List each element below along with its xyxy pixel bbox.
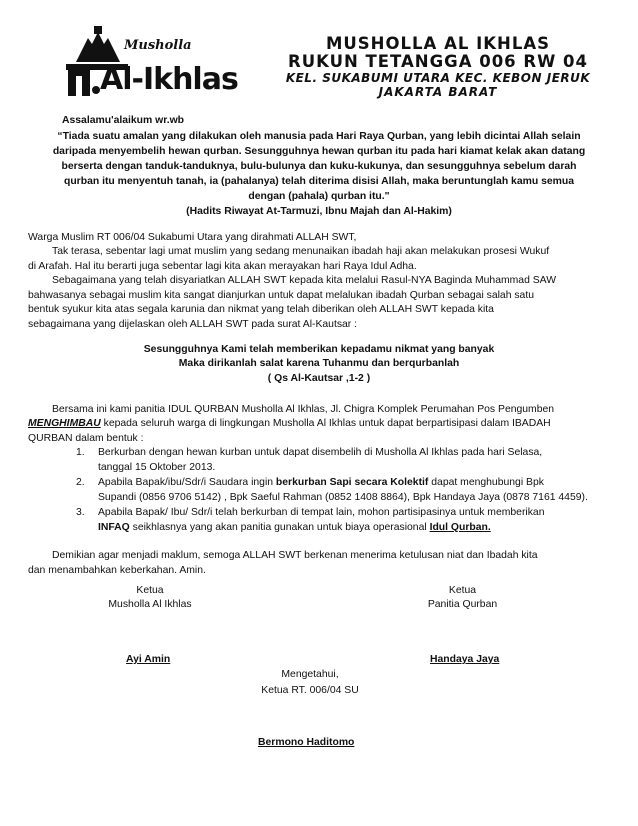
- center-signatory-org: Ketua RT. 006/04 SU: [261, 685, 359, 696]
- list-item: Apabila Bapak/ibu/Sdr/i Saudara ingin berkurban Sapi secara Kolektif dapat menghubungi Bpk: [98, 477, 544, 488]
- right-signatory-name: Handaya Jaya: [430, 654, 500, 665]
- para2-line: bahwasanya sebagai muslim kita sangat dianjurkan untuk dapat melalukan ibadah Qurban sebagai salah satu: [28, 290, 535, 301]
- para1-line: Tak terasa, sebentar lagi umat muslim yang sedang menunaikan ibadah haji akan melakukan prosesi Wukuf: [52, 246, 550, 257]
- logo-text-large: Al-Ikhlas: [100, 62, 238, 97]
- list-number: 2.: [76, 477, 85, 488]
- greeting: Warga Muslim RT 006/04 Sukabumi Utara yang dirahmati ALLAH SWT,: [28, 232, 357, 243]
- para2-line: sebagaimana yang dijelaskan oleh ALLAH SWT pada surat Al-Kautsar :: [28, 319, 358, 330]
- para3-line: Bersama ini kami panitia IDUL QURBAN Musholla Al Ikhlas, Jl. Chigra Komplek Perumahan Pos Pengumben: [52, 404, 555, 415]
- salam: Assalamu'alaikum wr.wb: [62, 115, 185, 126]
- quran-reference: ( Qs Al-Kautsar ,1-2 ): [267, 373, 371, 384]
- closing-line: Demikian agar menjadi maklum, semoga ALLAH SWT berkenan menerima ketulusan niat dan Ibadah kita: [52, 550, 538, 561]
- list-number: 1.: [76, 447, 85, 458]
- letterhead-line2: RUKUN TETANGGA 006 RW 04: [287, 52, 589, 71]
- list-item: Supandi (0856 9706 5142) , Bpk Saeful Rahman (0852 1408 8864), Bpk Handaya Jaya (0878 7161 4459).: [98, 492, 588, 503]
- center-signatory-title: Mengetahui,: [281, 669, 339, 680]
- para2-line: bentuk syukur kita atas segala karunia dan nikmat yang telah diberikan oleh ALLAH SWT kepada kita: [28, 304, 494, 315]
- hadith-source: (Hadits Riwayat At-Tarmuzi, Ibnu Majah dan Al-Hakim): [186, 206, 452, 217]
- list-item: INFAQ seikhlasnya yang akan panitia gunakan untuk biaya operasional Idul Qurban.: [98, 522, 491, 533]
- left-signatory-title: Ketua: [136, 585, 164, 596]
- quran-verse: Maka dirikanlah salat karena Tuhanmu dan berqurbanlah: [178, 358, 460, 369]
- mosque-logo: [58, 24, 238, 100]
- hadith-line: berserta dengan tanduk-tanduknya, bulu-bulunya dan kuku-kukunya, dan sesungguhnya sebelum darah: [61, 161, 577, 172]
- hadith-line: qurban itu menyentuh tanah, ia (pahalanya) telah diterima disisi Allah, maka beruntunglah kamu semua: [63, 176, 575, 187]
- list-item: Apabila Bapak/ Ibu/ Sdr/i telah berkurban di tempat lain, mohon partisipasinya untuk memberikan: [98, 507, 545, 518]
- list-item: Berkurban dengan hewan kurban untuk dapat disembelih di Musholla Al Ikhlas pada hari Selasa,: [98, 447, 543, 458]
- center-signatory-name: Bermono Haditomo: [258, 737, 355, 748]
- hadith-line: dengan (pahala) qurban itu.": [248, 191, 390, 202]
- appeal-emphasis: MENGHIMBAU: [28, 418, 101, 429]
- list-item: tanggal 15 Oktober 2013.: [98, 462, 216, 473]
- right-signatory-org: Panitia Qurban: [427, 599, 498, 610]
- letterhead-line4: JAKARTA BARAT: [378, 85, 498, 99]
- left-signatory-name: Ayi Amin: [126, 654, 171, 665]
- logo-text-small: Musholla: [124, 38, 192, 53]
- right-signatory-title: Ketua: [448, 585, 477, 596]
- left-signatory-org: Musholla Al Ikhlas: [108, 599, 192, 610]
- closing-line: dan menambahkan keberkahan. Amin.: [28, 565, 206, 576]
- para3-line: MENGHIMBAU kepada seluruh warga di lingkungan Musholla Al Ikhlas untuk dapat berpartisipasi dalam IBADAH: [28, 418, 551, 429]
- para1-line: di Arafah. Hal itu berarti juga sebentar lagi kita akan merayakan hari Raya Idul Adha.: [28, 261, 417, 272]
- list-number: 3.: [76, 507, 85, 518]
- quran-verse: Sesungguhnya Kami telah memberikan kepadamu nikmat yang banyak: [143, 344, 495, 355]
- para2-line: Sebagaimana yang telah disyariatkan ALLAH SWT kepada kita melalui Rasul-NYA Baginda Muhammad SAW: [52, 275, 557, 286]
- para3-line: QURBAN dalam bentuk :: [28, 433, 144, 444]
- hadith-line: “Tiada suatu amalan yang dilakukan oleh manusia pada Hari Raya Qurban, yang lebih dicintai Allah selain: [57, 131, 581, 142]
- letterhead-line3: KEL. SUKABUMI UTARA KEC. KEBON JERUK: [285, 71, 591, 85]
- hadith-line: daripada menyembelih hewan qurban. Sesungguhnya hewan qurban itu pada hari kiamat kelak akan datang: [52, 146, 586, 157]
- letterhead-line1: MUSHOLLA AL IKHLAS: [325, 34, 550, 53]
